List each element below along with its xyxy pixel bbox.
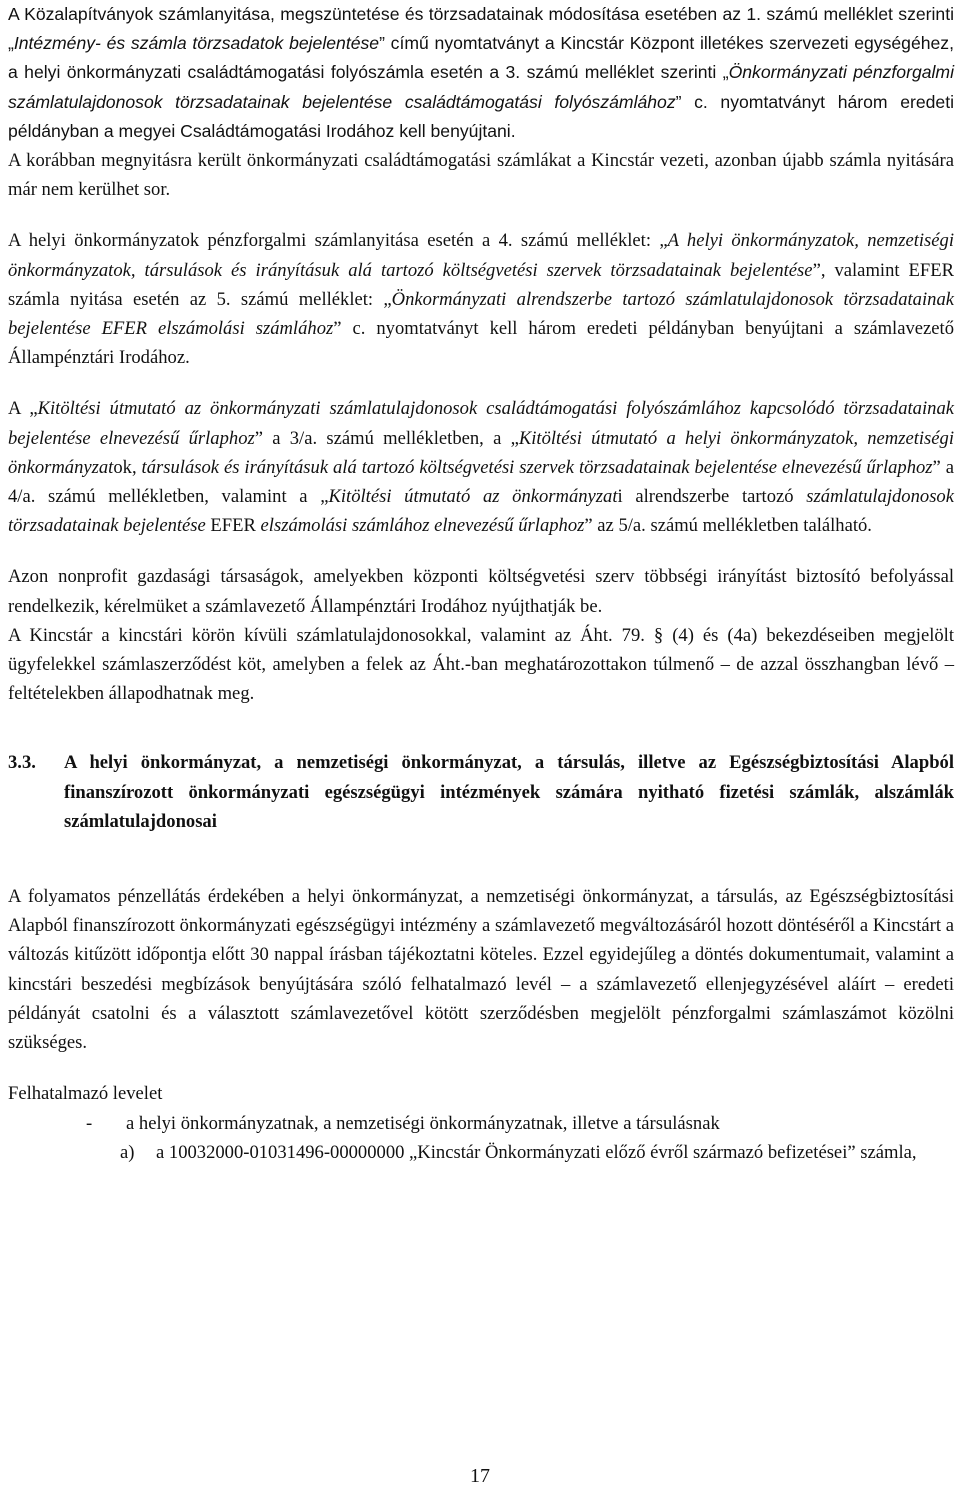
paragraph-folyamatos-penzellatas [8, 882, 954, 1057]
italic-run: Kitöltési útmutató az önkormányzati számlatulajdonosok családtámogatási folyószámlához kapcsolódó törzsadatainak bejelentése elnevezésű űrlaphoz [8, 398, 954, 449]
spacer [8, 708, 954, 748]
text-run: ” c. nyomtatványt három eredeti példányban a megyei Családtámogatási Irodához kell benyújtani. [8, 91, 954, 141]
text-run: ok, [113, 456, 142, 478]
italic-run: elszámolási számlához elnevezésű űrlaphoz [260, 515, 585, 537]
subitem-text: a 10032000-01031496-00000000 „Kincstár Önkormányzati előző évről származó befizetései” számla, [156, 1141, 917, 1163]
spacer [8, 1057, 954, 1079]
section-number: 3.3. [8, 752, 36, 774]
text-run: A korábban megnyitásra került önkormányzati családtámogatási számlákat a Kincstár vezeti, azonban újabb számla nyitására már nem kerülhet sor. [8, 150, 954, 201]
spacer [8, 372, 954, 394]
text-run: ” a 4/a. számú mellékletben, valamint a „ [8, 456, 954, 508]
text-run: A Kincstár a kincstári körön kívüli számlatulajdonosokkal, valamint az Áht. 79. § (4) és (4a) bekezdéseiben megjelölt ügyfelekkel számlaszerződést köt, amelyben a felek az Áht.-ban meghatározottakon túlmenő – de azzal összhangban lévő – feltételekben állapodhatnak meg. [8, 624, 954, 705]
text-run: ” c. nyomtatványt kell három eredeti példányban benyújtani a számlavezető Állampénztári Irodához. [8, 318, 954, 369]
text-run: i alrendszerbe tartozó [617, 486, 807, 508]
spacer [8, 204, 954, 226]
list-intro: Felhatalmazó levelet [8, 1083, 163, 1105]
authorization-list [8, 1079, 954, 1167]
italic-run: társulások és irányításuk alá tartozó költségvetési szervek törzsadatainak bejelentése elnevezésű űrlaphoz [141, 456, 933, 478]
spacer [8, 540, 954, 562]
paragraph-nonprofit [8, 562, 954, 620]
italic-run: Önkormányzati pénzforgalmi számlatulajdonosok törzsadatainak bejelentése családtámogatási folyószámlához [8, 62, 954, 112]
section-title: A helyi önkormányzat, a nemzetiségi önkormányzat, a társulás, illetve az Egészségbiztosítási Alapból finanszírozott önkormányzati egészségügyi intézmények számára nyitható fizetési számlák, alszámlák számlatulajdonosai [64, 752, 954, 832]
paragraph-korabbi-szamlak [8, 146, 954, 204]
italic-run: Intézmény- és számla törzsadatok bejelentése [13, 33, 380, 54]
italic-run: számlatulajdonosok törzsadatainak bejelentése [8, 486, 954, 537]
text-run: ” című nyomtatványt a Kincstár Központ illetékes szervezeti egységéhez, a helyi önkormányzati családtámogatási folyószámla esetén a 3. számú melléklet szerinti „ [8, 33, 954, 83]
italic-run: Kitöltési útmutató az önkormányzat [328, 486, 618, 508]
paragraph-kitoltesi-utmutato [8, 394, 954, 540]
text-run: Azon nonprofit gazdasági társaságok, amelyekben központi költségvetési szerv többségi irányítást biztosító befolyással rendelkezik, kérelmüket a számlavezető Állampénztári Irodához nyújthatják be. [8, 566, 954, 617]
text-run: ” az 5/a. számú mellékletben található. [584, 515, 872, 537]
page-number: 17 [470, 1465, 490, 1487]
list-item [86, 1109, 954, 1138]
italic-run: Önkormányzati alrendszerbe tartozó számlatulajdonosok törzsadatainak bejelentése EFER elszámolási számlához [8, 288, 954, 340]
paragraph-szamlaszerzodes [8, 621, 954, 709]
text-run: A folyamatos pénzellátás érdekében a helyi önkormányzat, a nemzetiségi önkormányzat, a társulás, az Egészségbiztosítási Alapból finanszírozott önkormányzati egészségügyi intézmény a számlavezető megváltozásáról hozott döntéséről a Kincstárt a változás kitűzött időpontja előtt 30 nappal írásban tájékoztatni köteles. Ezzel egyidejűleg a döntés dokumentumait, valamint a kincstári beszedési megbízások benyújtására szóló felhatalmazó levél – a számlavezető ellenjegyzésével aláírt – eredeti példányát csatolni és a választott számlavezetővel kötött szerződésben megjelölt pénzforgalmi számlaszámot közölni szükséges. [8, 886, 954, 1054]
text-run: ” a 3/a. számú mellékletben, a „ [254, 427, 519, 449]
document-page [8, 0, 954, 1167]
text-run: A helyi önkormányzatok pénzforgalmi számlanyitása esetén a 4. számú melléklet: „ [8, 230, 668, 252]
list-item-text: a helyi önkormányzatnak, a nemzetiségi önkormányzatnak, illetve a társulásnak [126, 1112, 720, 1134]
text-run: ”, valamint EFER számla nyitása esetén az 5. számú melléklet: „ [8, 259, 954, 310]
text-run: A „ [8, 398, 38, 420]
text-run: A Közalapítványok számlanyitása, megszüntetése és törzsadatainak módosítása esetében az 1. számú melléklet szerinti „ [8, 4, 954, 54]
paragraph-kozalapitvanyok [8, 0, 954, 146]
section-heading [8, 748, 954, 836]
list-subitem [120, 1138, 954, 1167]
italic-run: Kitöltési útmutató a helyi önkormányzatok, nemzetiségi önkormányzat [8, 427, 954, 478]
spacer [8, 836, 954, 882]
paragraph-helyi-onkormanyzatok [8, 226, 954, 372]
text-run: EFER [205, 515, 261, 537]
dash-marker: - [86, 1112, 93, 1134]
subitem-marker: a) [120, 1141, 135, 1163]
italic-run: A helyi önkormányzatok, nemzetiségi önkormányzatok, társulások és irányításuk alá tartozó költségvetési szervek törzsadatainak bejelentése [8, 230, 954, 281]
